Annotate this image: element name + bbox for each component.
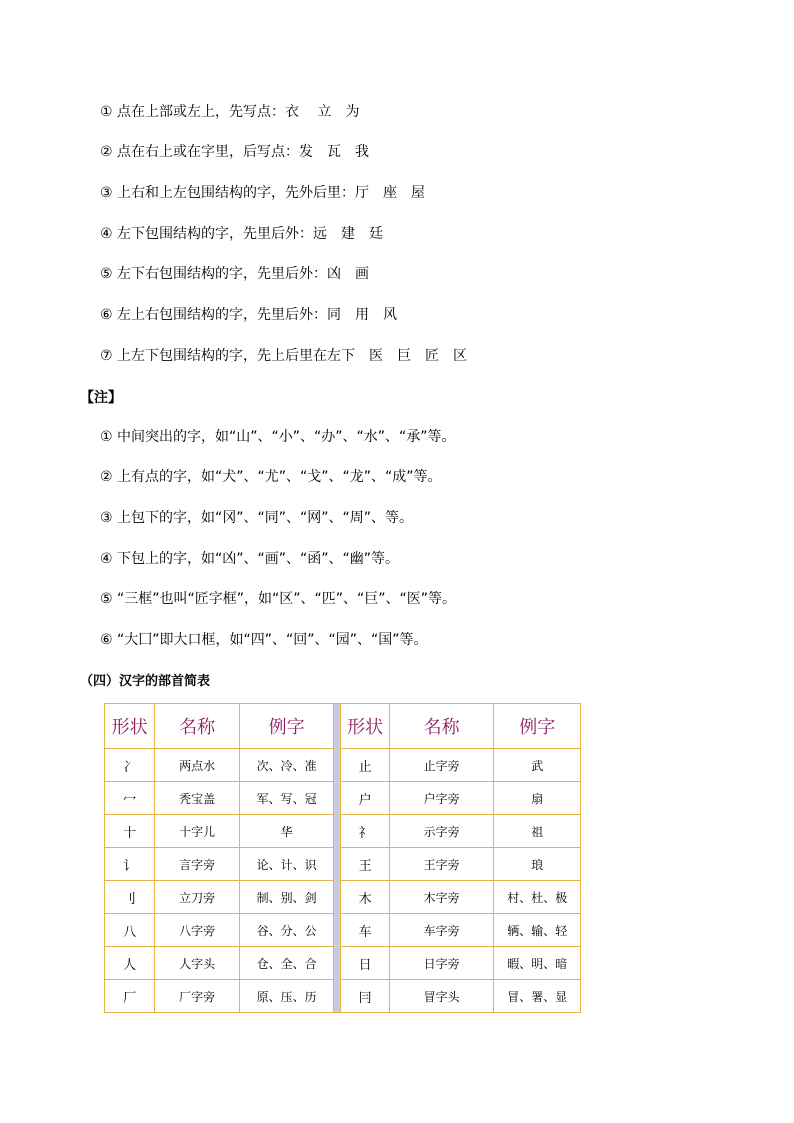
cell-shape: 刂 bbox=[105, 881, 155, 914]
cell-shape: 八 bbox=[105, 914, 155, 947]
cell-examples: 辆、输、轻 bbox=[494, 914, 581, 947]
table-header-row bbox=[105, 704, 581, 749]
header-examples: 例字 bbox=[239, 704, 334, 749]
rule-2: ② 点在右上或在字里，后写点：发 瓦 我 bbox=[100, 144, 369, 160]
header-name-2: 名称 bbox=[389, 704, 494, 749]
cell-name: 人字头 bbox=[155, 947, 240, 980]
cell-examples: 冒、署、显 bbox=[494, 980, 581, 1013]
cell-name: 八字旁 bbox=[155, 914, 240, 947]
cell-examples: 琅 bbox=[494, 848, 581, 881]
cell-name: 木字旁 bbox=[389, 881, 494, 914]
cell-name: 日字旁 bbox=[389, 947, 494, 980]
cell-examples: 原、压、历 bbox=[239, 980, 334, 1013]
column-separator bbox=[334, 881, 341, 914]
column-separator bbox=[334, 782, 341, 815]
radicals-table bbox=[104, 703, 581, 1013]
cell-shape: 止 bbox=[341, 749, 389, 782]
note-3: ③ 上包下的字，如“冈”、“同”、“网”、“周”、等。 bbox=[100, 510, 414, 526]
note-4: ④ 下包上的字，如“凶”、“画”、“函”、“幽”等。 bbox=[100, 551, 400, 567]
cell-shape: 冫 bbox=[105, 749, 155, 782]
note-5: ⑤ “三框”也叫“匠字框”，如“区”、“匹”、“巨”、“医”等。 bbox=[100, 591, 457, 607]
note-6: ⑥ “大囗”即大口框，如“四”、“回”、“园”、“国”等。 bbox=[100, 632, 428, 648]
cell-examples: 仓、全、合 bbox=[239, 947, 334, 980]
cell-shape: 十 bbox=[105, 815, 155, 848]
cell-shape: 礻 bbox=[341, 815, 389, 848]
cell-shape: 厂 bbox=[105, 980, 155, 1013]
table-row bbox=[105, 782, 581, 815]
cell-name: 两点水 bbox=[155, 749, 240, 782]
cell-shape: 王 bbox=[341, 848, 389, 881]
cell-shape: 冃 bbox=[341, 980, 389, 1013]
rule-5: ⑤ 左下右包围结构的字，先里后外：凶 画 bbox=[100, 266, 369, 282]
cell-shape: 人 bbox=[105, 947, 155, 980]
column-separator bbox=[334, 848, 341, 881]
column-separator bbox=[334, 815, 341, 848]
cell-examples: 华 bbox=[239, 815, 334, 848]
rule-4: ④ 左下包围结构的字，先里后外：远 建 廷 bbox=[100, 226, 383, 242]
cell-examples: 制、别、剑 bbox=[239, 881, 334, 914]
cell-name: 冒字头 bbox=[389, 980, 494, 1013]
cell-examples: 军、写、冠 bbox=[239, 782, 334, 815]
table-row bbox=[105, 914, 581, 947]
column-separator bbox=[334, 749, 341, 782]
note-heading: 【注】 bbox=[80, 390, 122, 406]
cell-shape: 车 bbox=[341, 914, 389, 947]
table-row bbox=[105, 848, 581, 881]
cell-examples: 论、计、识 bbox=[239, 848, 334, 881]
cell-examples: 谷、分、公 bbox=[239, 914, 334, 947]
table-row bbox=[105, 947, 581, 980]
cell-shape: 户 bbox=[341, 782, 389, 815]
note-1: ① 中间突出的字，如“山”、“小”、“办”、“水”、“承”等。 bbox=[100, 429, 456, 445]
column-separator bbox=[334, 914, 341, 947]
cell-name: 立刀旁 bbox=[155, 881, 240, 914]
cell-shape: 木 bbox=[341, 881, 389, 914]
rule-1: ① 点在上部或左上，先写点：衣 立 为 bbox=[100, 104, 360, 120]
cell-examples: 次、冷、准 bbox=[239, 749, 334, 782]
cell-examples: 武 bbox=[494, 749, 581, 782]
cell-name: 十字儿 bbox=[155, 815, 240, 848]
table-row bbox=[105, 881, 581, 914]
cell-name: 厂字旁 bbox=[155, 980, 240, 1013]
note-2: ② 上有点的字，如“犬”、“尤”、“戈”、“龙”、“成”等。 bbox=[100, 469, 442, 485]
cell-shape: 冖 bbox=[105, 782, 155, 815]
cell-name: 秃宝盖 bbox=[155, 782, 240, 815]
header-name: 名称 bbox=[155, 704, 240, 749]
cell-name: 王字旁 bbox=[389, 848, 494, 881]
table-row bbox=[105, 749, 581, 782]
header-examples-2: 例字 bbox=[494, 704, 581, 749]
rule-3: ③ 上右和上左包围结构的字，先外后里：厅 座 屋 bbox=[100, 185, 425, 201]
cell-shape: 讠 bbox=[105, 848, 155, 881]
cell-name: 示字旁 bbox=[389, 815, 494, 848]
table-row bbox=[105, 980, 581, 1013]
rule-6: ⑥ 左上右包围结构的字，先里后外：同 用 风 bbox=[100, 307, 397, 323]
column-separator bbox=[334, 947, 341, 980]
cell-examples: 暇、明、暗 bbox=[494, 947, 581, 980]
section-title: （四）汉字的部首简表 bbox=[80, 674, 211, 689]
cell-examples: 祖 bbox=[494, 815, 581, 848]
column-separator bbox=[334, 980, 341, 1013]
cell-name: 车字旁 bbox=[389, 914, 494, 947]
cell-shape: 日 bbox=[341, 947, 389, 980]
cell-name: 止字旁 bbox=[389, 749, 494, 782]
cell-examples: 扇 bbox=[494, 782, 581, 815]
cell-name: 户字旁 bbox=[389, 782, 494, 815]
cell-examples: 村、杜、极 bbox=[494, 881, 581, 914]
header-shape: 形状 bbox=[105, 704, 155, 749]
rule-7: ⑦ 上左下包围结构的字，先上后里在左下 医 巨 匠 区 bbox=[100, 348, 467, 364]
table-row bbox=[105, 815, 581, 848]
column-separator bbox=[334, 704, 341, 749]
cell-name: 言字旁 bbox=[155, 848, 240, 881]
header-shape-2: 形状 bbox=[341, 704, 389, 749]
